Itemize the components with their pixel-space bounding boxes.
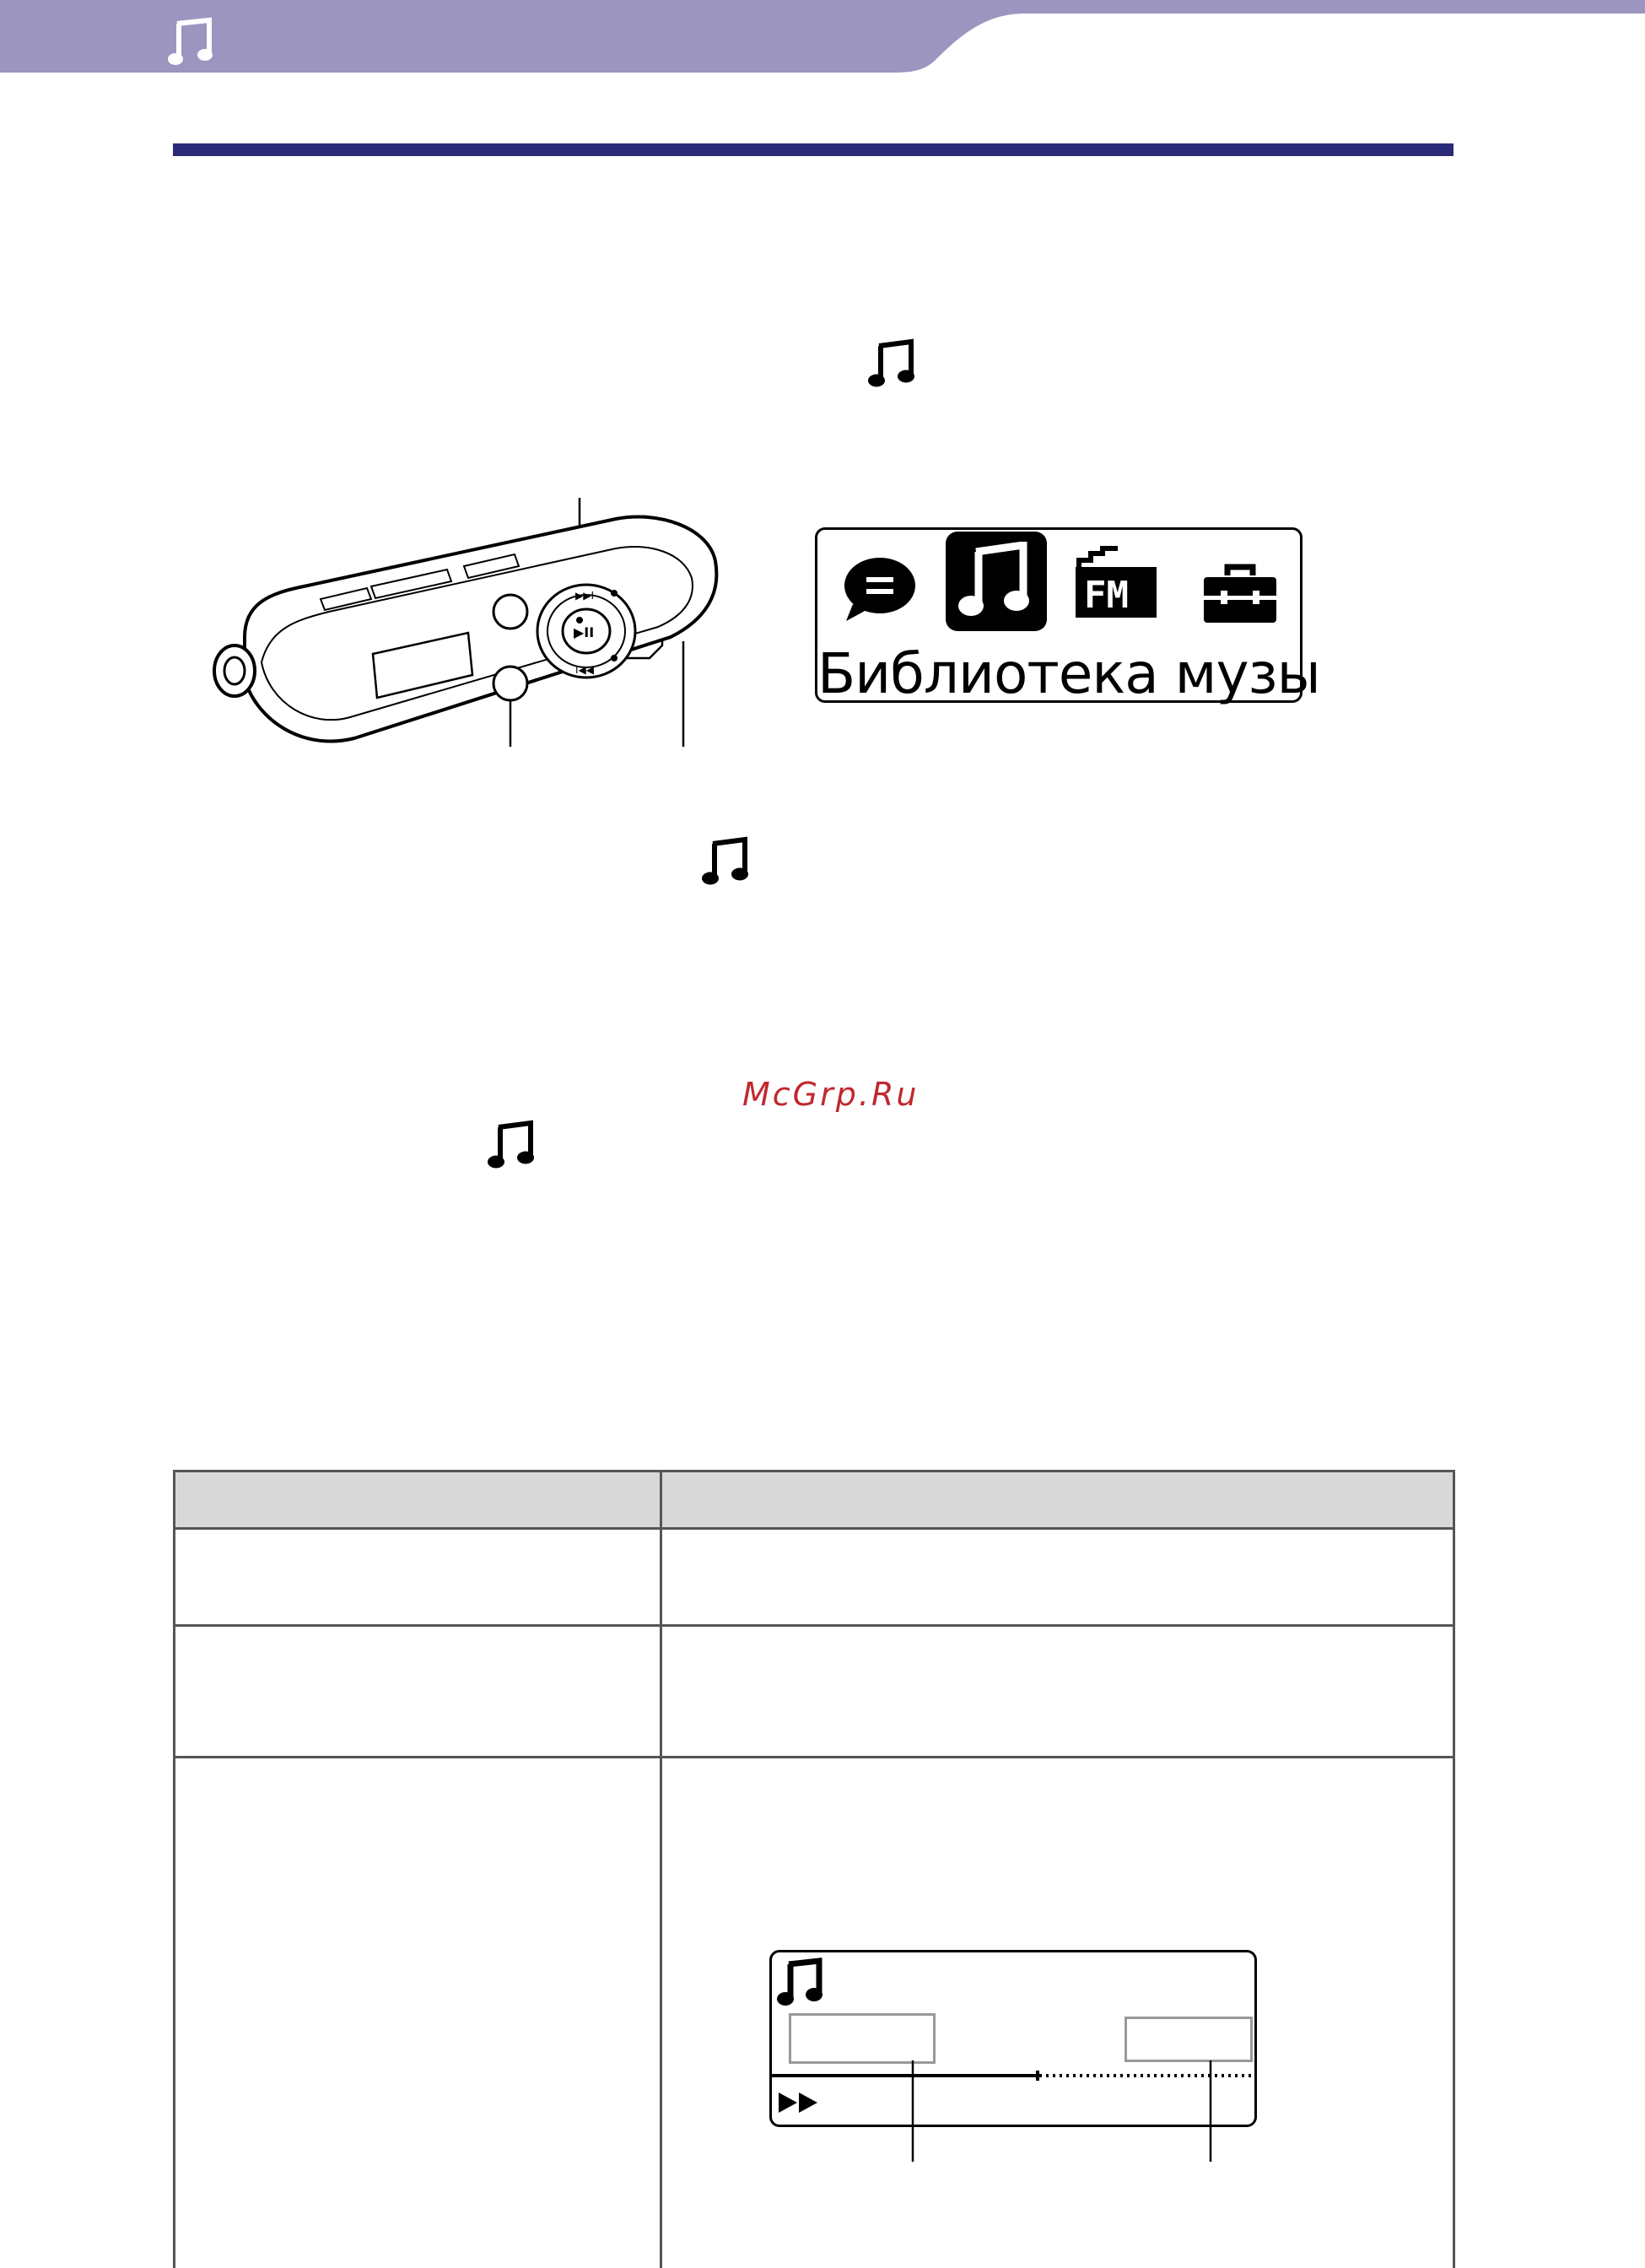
table-border-left [173, 1470, 175, 2268]
menu-screen [815, 527, 1320, 706]
table-border-right [1453, 1470, 1455, 2268]
title-rule [173, 143, 1454, 156]
svg-text:▶II: ▶II [574, 624, 595, 640]
music-note-icon-selected [946, 532, 1047, 631]
elapsed-time-box [789, 2013, 936, 2064]
fm-radio-icon [1076, 542, 1157, 619]
fm-text: FM [1084, 574, 1129, 617]
function-table [173, 1470, 1455, 2268]
table-row-divider [173, 1756, 1455, 1758]
table-border-top [173, 1470, 1455, 1472]
toolbox-icon [1202, 564, 1278, 624]
walkman-player-illustration [211, 494, 734, 747]
playback-callout-lines [903, 2060, 1223, 2162]
header-band [0, 0, 1645, 73]
music-note-icon [701, 835, 753, 886]
remaining-time-box [1125, 2017, 1253, 2062]
svg-text:▶▶I: ▶▶I [575, 590, 594, 602]
table-row-divider [173, 1624, 1455, 1627]
music-note-icon [167, 17, 218, 68]
table-header-row [173, 1470, 1455, 1528]
music-note-icon [487, 1119, 539, 1169]
table-column-divider [660, 1470, 662, 2268]
music-note-icon [777, 1958, 826, 2006]
watermark: McGrp.Ru [742, 1076, 920, 1113]
music-note-icon [957, 542, 1035, 619]
svg-text:I◀◀: I◀◀ [575, 664, 594, 676]
fast-forward-icon [777, 2091, 821, 2114]
chat-bubble-icon [841, 555, 917, 623]
menu-label: Библиотека музы [817, 641, 1320, 706]
music-note-icon [867, 338, 920, 388]
table-row-divider [173, 1527, 1455, 1530]
